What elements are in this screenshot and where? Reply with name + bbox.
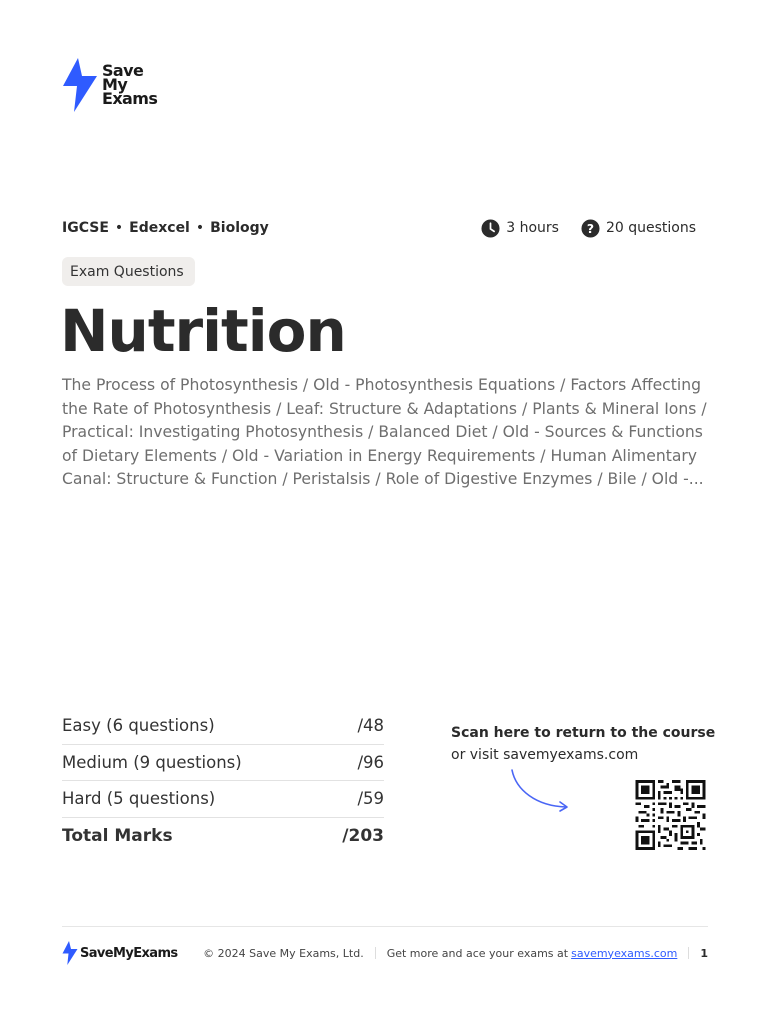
footer-separator <box>375 947 376 959</box>
total-value: /203 <box>342 825 384 846</box>
question-icon <box>581 219 600 238</box>
marks-table <box>62 708 384 854</box>
breadcrumb-separator: • <box>114 220 124 236</box>
marks-value: /48 <box>357 716 384 736</box>
brand-logo <box>62 58 157 112</box>
footer-cta: Get more and ace your exams at <box>386 946 569 960</box>
exam-stats <box>481 219 696 238</box>
breadcrumb-subject: Biology <box>210 220 269 236</box>
footer-logo <box>62 941 178 965</box>
footer-wordmark: SaveMyExams <box>80 945 178 961</box>
duration-text: 3 hours <box>506 220 559 236</box>
qr-code[interactable] <box>634 780 707 850</box>
exam-questions-badge <box>62 257 195 286</box>
footer-divider <box>62 926 708 927</box>
badge-label: Exam Questions <box>70 263 184 280</box>
website-link[interactable]: savemyexams.com <box>571 946 678 960</box>
logo-word-exams: Exams <box>102 89 158 108</box>
page-number: 1 <box>700 946 708 960</box>
logo-wordmark <box>102 61 158 108</box>
copyright-text: © 2024 Save My Exams, Ltd. <box>203 946 364 960</box>
footer-info <box>203 947 708 960</box>
questions-stat <box>581 219 696 238</box>
breadcrumb-separator: • <box>195 220 205 236</box>
page-footer <box>62 941 708 965</box>
marks-value: /96 <box>357 752 384 772</box>
logo-word-save: Save <box>102 61 144 80</box>
marks-row-medium <box>62 745 384 782</box>
lightning-bolt-icon <box>62 941 78 965</box>
scan-subtitle: or visit savemyexams.com <box>451 747 639 763</box>
scan-block <box>451 722 716 766</box>
marks-row-easy <box>62 708 384 745</box>
duration-stat <box>481 219 559 238</box>
marks-row-hard <box>62 781 384 818</box>
logo-word-my: My <box>102 75 128 94</box>
total-label: Total Marks <box>62 825 173 846</box>
marks-label: Medium (9 questions) <box>62 752 242 772</box>
marks-label: Hard (5 questions) <box>62 789 216 809</box>
marks-value: /59 <box>357 789 384 809</box>
curved-arrow-icon <box>508 768 572 814</box>
breadcrumb <box>62 220 269 236</box>
scan-title: Scan here to return to the course <box>451 725 716 741</box>
questions-text: 20 questions <box>605 220 696 236</box>
marks-row-total <box>62 818 384 855</box>
page-title: Nutrition <box>60 297 346 365</box>
marks-label: Easy (6 questions) <box>62 716 215 736</box>
footer-separator <box>688 947 689 959</box>
svg-text:?: ? <box>586 221 595 236</box>
breadcrumb-level: IGCSE <box>62 220 109 236</box>
topic-list: The Process of Photosynthesis / Old - Photosynthesis Equations / Factors Affecting the Rate of Photosynthesis / Leaf: Structure & Adaptations / Plants & Mineral Ions / Practical: Investigating Photosynthesis / Balanced Diet / Old - Sources & Functions of Dietary Elements / Old - Variation in Energy Requirements / Human Alimentary Canal: Structure & Function / Peristalsis / Role of Digestive Enzymes / Bile / Old -... <box>62 376 707 488</box>
meta-row <box>62 216 696 240</box>
clock-icon <box>481 219 500 238</box>
breadcrumb-board: Edexcel <box>129 220 190 236</box>
lightning-bolt-icon <box>62 58 98 112</box>
